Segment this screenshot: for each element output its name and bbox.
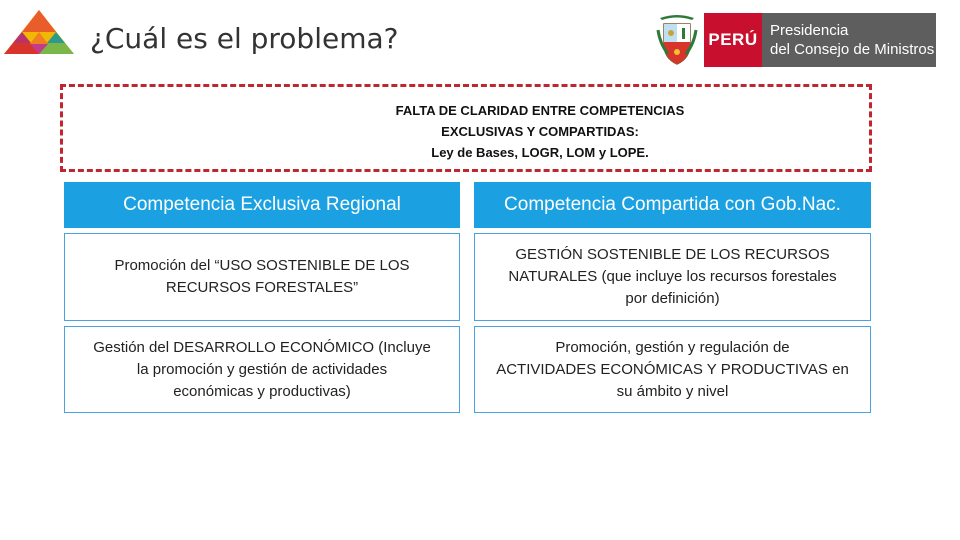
entity-name [762,13,936,67]
problem-line-1: FALTA DE CLARIDAD ENTRE COMPETENCIAS [395,103,685,118]
mountain-triangles-logo-icon [2,8,76,56]
header-exclusive-regional: Competencia Exclusiva Regional [64,182,460,228]
cell-line: Promoción, gestión y regulación de [555,338,790,356]
cell-line: su ámbito y nivel [616,382,729,400]
cell-line: la promoción y gestión de actividades [136,360,388,378]
entity-name-line2: del Consejo de Ministros [770,41,935,58]
table-cell [64,326,460,413]
table-cell [474,233,871,321]
header-shared-national: Competencia Compartida con Gob.Nac. [474,182,871,228]
cell-line: GESTIÓN SOSTENIBLE DE LOS RECURSOS [515,246,830,263]
problem-statement [330,100,750,163]
peru-coat-of-arms-icon [654,14,700,66]
cell-line: Gestión del DESARROLLO ECONÓMICO (Incluye [93,338,431,356]
country-badge: PERÚ [704,13,762,67]
problem-line-3: Ley de Bases, LOGR, LOM y LOPE. [431,145,649,160]
cell-line: NATURALES (que incluye los recursos forestales [508,268,837,285]
cell-line: por definición) [625,290,720,307]
problem-line-2: EXCLUSIVAS Y COMPARTIDAS: [441,124,639,139]
cell-line: Promoción del “USO SOSTENIBLE DE LOS [114,257,410,274]
table-cell [474,326,871,413]
cell-line: RECURSOS FORESTALES” [165,279,359,296]
cell-line: ACTIVIDADES ECONÓMICAS Y PRODUCTIVAS en [496,360,849,378]
table-cell [64,233,460,321]
page-title: ¿Cuál es el problema? [90,22,399,55]
entity-name-line1: Presidencia [770,22,849,39]
cell-line: económicas y productivas) [173,382,351,400]
